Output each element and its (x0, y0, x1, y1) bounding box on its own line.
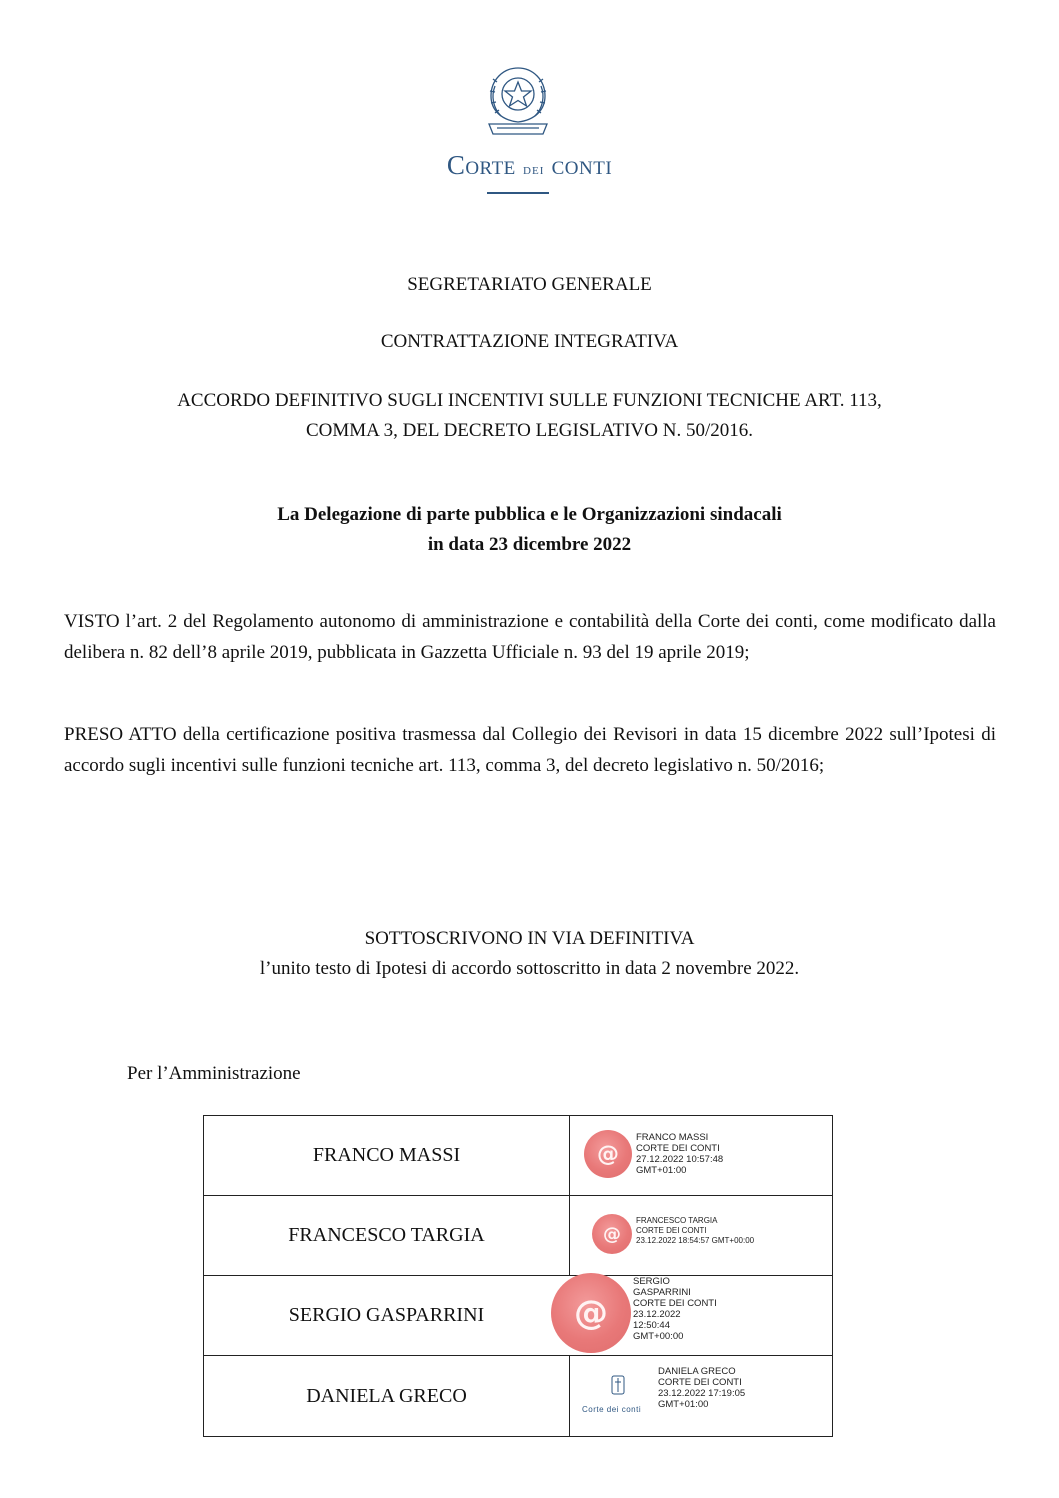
heading-delegazione: La Delegazione di parte pubblica e le Organizzazioni sindacali (277, 504, 782, 525)
paragraph-preso-atto: PRESO ATTO della certificazione positiva trasmessa dal Collegio dei Revisori in data 15 dicembre 2022 sull’Ipotesi di accordo sugli incentivi sulle funzioni tecniche art. 113, comma 3, del decreto legislativo n. 50/2016; (64, 724, 996, 776)
signature-row (204, 1276, 832, 1356)
signature-stamp-text: DANIELA GRECO CORTE DEI CONTI 23.12.2022 17:19:05 GMT+01:00 (658, 1366, 746, 1410)
corte-dei-conti-logo: Corte dei conti (446, 150, 613, 180)
signature-row (204, 1196, 832, 1276)
signatory-name: FRANCESCO TARGIA (288, 1224, 485, 1246)
heading-accordo-line1: ACCORDO DEFINITIVO SUGLI INCENTIVI SULLE FUNZIONI TECNICHE ART. 113, (177, 390, 882, 411)
signatory-name: SERGIO GASPARRINI (288, 1304, 485, 1326)
heading-contrattazione: CONTRATTAZIONE INTEGRATIVA (380, 331, 679, 352)
mini-emblem-icon (606, 1370, 630, 1400)
signature-stamp-text: SERGIO GASPARRINI CORTE DEI CONTI 23.12.2022 12:50:44 GMT+00:00 (633, 1276, 717, 1342)
digital-signature-cell (569, 1116, 832, 1195)
heading-segretariato: SEGRETARIATO GENERALE (407, 274, 652, 295)
digital-seal-icon: @ (592, 1214, 632, 1254)
signature-row (204, 1356, 832, 1436)
heading-accordo-line2: COMMA 3, DEL DECRETO LEGISLATIVO N. 50/2016. (305, 420, 754, 441)
logo-underline (487, 192, 549, 194)
closing-text: l’unito testo di Ipotesi di accordo sottoscritto in data 2 novembre 2022. (259, 958, 800, 979)
signature-stamp-text: FRANCESCO TARGIA CORTE DEI CONTI 23.12.2022 18:54:57 GMT+00:00 (636, 1216, 755, 1245)
signatory-name: DANIELA GRECO (306, 1384, 467, 1407)
digital-seal-icon: @ (584, 1130, 632, 1178)
digital-signature-cell (569, 1276, 832, 1355)
per-amministrazione-label: Per l’Amministrazione (127, 1063, 301, 1084)
digital-signature-cell (569, 1196, 832, 1275)
heading-data: in data 23 dicembre 2022 (427, 534, 632, 555)
heading-sottoscrivono: SOTTOSCRIVONO IN VIA DEFINITIVA (364, 928, 695, 949)
signatory-name: FRANCO MASSI (312, 1144, 461, 1166)
paragraph-visto: VISTO l’art. 2 del Regolamento autonomo di amministrazione e contabilità della Corte dei conti, come modificato dalla delibera n. 82 dell’8 aprile 2019, pubblicata in Gazzetta Ufficiale n. 93 del 19 aprile 2019; (64, 611, 996, 663)
signature-table (203, 1115, 833, 1437)
digital-signature-cell (569, 1356, 832, 1436)
mini-logo-text: Corte dei conti (582, 1405, 642, 1414)
signature-row (204, 1116, 832, 1196)
italian-republic-emblem-icon (483, 62, 553, 142)
digital-seal-icon: @ (551, 1273, 631, 1353)
signature-stamp-text: FRANCO MASSI CORTE DEI CONTI 27.12.2022 10:57:48 GMT+01:00 (636, 1132, 724, 1176)
